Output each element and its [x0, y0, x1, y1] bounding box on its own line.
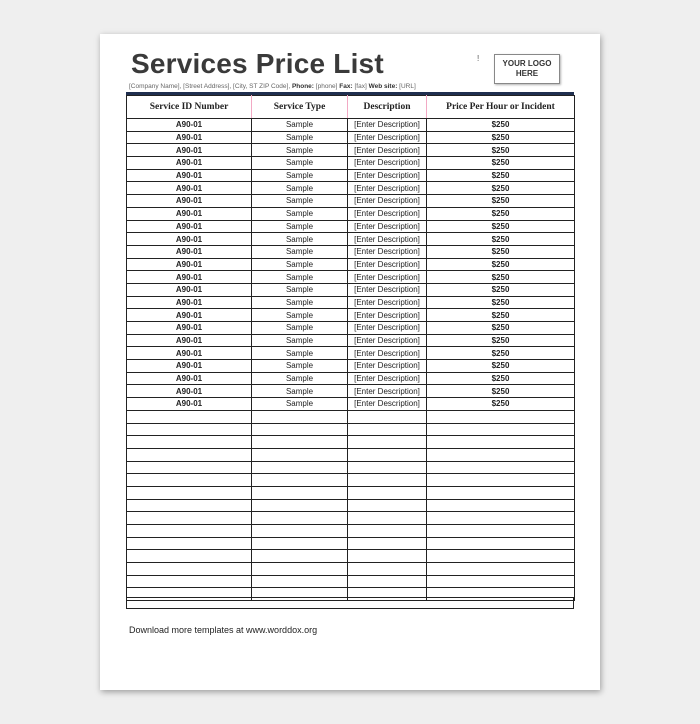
empty-cell: [127, 575, 252, 588]
price-cell: $250: [427, 360, 575, 373]
empty-cell: [127, 436, 252, 449]
price-cell: $250: [427, 385, 575, 398]
table-row: [127, 347, 575, 360]
empty-cell: [348, 423, 427, 436]
service-id-cell: A90-01: [127, 245, 252, 258]
price-cell: $250: [427, 245, 575, 258]
price-cell: $250: [427, 372, 575, 385]
description-cell: [Enter Description]: [348, 119, 427, 132]
service-type-cell: Sample: [252, 119, 348, 132]
price-cell: $250: [427, 182, 575, 195]
empty-table-row: [127, 486, 575, 499]
logo-text: YOUR LOGO HERE: [502, 59, 552, 78]
empty-cell: [252, 448, 348, 461]
service-type-cell: Sample: [252, 271, 348, 284]
service-type-cell: Sample: [252, 207, 348, 220]
table-row: [127, 360, 575, 373]
company-address: [Company Name], [Street Address], [City, ST ZIP Code],: [129, 83, 291, 90]
empty-cell: [348, 550, 427, 563]
price-cell: $250: [427, 309, 575, 322]
empty-cell: [252, 461, 348, 474]
empty-cell: [127, 550, 252, 563]
company-info-line: [129, 83, 416, 90]
service-id-cell: A90-01: [127, 347, 252, 360]
service-type-cell: Sample: [252, 309, 348, 322]
price-cell: $250: [427, 195, 575, 208]
description-cell: [Enter Description]: [348, 233, 427, 246]
table-row: [127, 157, 575, 170]
description-cell: [Enter Description]: [348, 195, 427, 208]
empty-table-row: [127, 499, 575, 512]
service-type-cell: Sample: [252, 182, 348, 195]
empty-table-row: [127, 448, 575, 461]
empty-table-row: [127, 525, 575, 538]
empty-cell: [252, 474, 348, 487]
table-row: [127, 144, 575, 157]
service-type-cell: Sample: [252, 245, 348, 258]
empty-table-row: [127, 474, 575, 487]
service-id-cell: A90-01: [127, 258, 252, 271]
empty-cell: [348, 575, 427, 588]
empty-cell: [252, 436, 348, 449]
service-type-cell: Sample: [252, 169, 348, 182]
service-type-cell: Sample: [252, 258, 348, 271]
empty-cell: [427, 499, 575, 512]
table-row: [127, 296, 575, 309]
empty-cell: [252, 537, 348, 550]
description-cell: [Enter Description]: [348, 169, 427, 182]
table-body: [127, 119, 575, 601]
description-cell: [Enter Description]: [348, 271, 427, 284]
table-row: [127, 258, 575, 271]
empty-table-row: [127, 436, 575, 449]
service-type-cell: Sample: [252, 144, 348, 157]
table-row: [127, 233, 575, 246]
price-cell: $250: [427, 144, 575, 157]
empty-cell: [127, 423, 252, 436]
empty-cell: [348, 563, 427, 576]
empty-cell: [127, 461, 252, 474]
service-type-cell: Sample: [252, 157, 348, 170]
service-id-cell: A90-01: [127, 131, 252, 144]
description-cell: [Enter Description]: [348, 360, 427, 373]
description-cell: [Enter Description]: [348, 207, 427, 220]
page-title: Services Price List: [131, 48, 384, 79]
price-cell: $250: [427, 283, 575, 296]
empty-cell: [127, 410, 252, 423]
service-id-cell: A90-01: [127, 385, 252, 398]
table-row: [127, 271, 575, 284]
table-row: [127, 207, 575, 220]
empty-cell: [427, 461, 575, 474]
fax-value: [fax]: [354, 83, 367, 90]
price-cell: $250: [427, 347, 575, 360]
description-cell: [Enter Description]: [348, 398, 427, 411]
empty-table-row: [127, 575, 575, 588]
table-row: [127, 220, 575, 233]
service-type-cell: Sample: [252, 220, 348, 233]
empty-cell: [427, 563, 575, 576]
column-header: Price Per Hour or Incident: [427, 96, 575, 119]
table-row: [127, 283, 575, 296]
service-id-cell: A90-01: [127, 309, 252, 322]
phone-label: Phone:: [291, 83, 314, 90]
service-id-cell: A90-01: [127, 322, 252, 335]
table-row: [127, 169, 575, 182]
empty-table-row: [127, 461, 575, 474]
service-type-cell: Sample: [252, 360, 348, 373]
table-row: [127, 322, 575, 335]
empty-cell: [252, 550, 348, 563]
service-id-cell: A90-01: [127, 283, 252, 296]
table-row: [127, 309, 575, 322]
price-table: [126, 95, 575, 601]
service-id-cell: A90-01: [127, 296, 252, 309]
service-type-cell: Sample: [252, 322, 348, 335]
description-cell: [Enter Description]: [348, 283, 427, 296]
description-cell: [Enter Description]: [348, 245, 427, 258]
description-cell: [Enter Description]: [348, 258, 427, 271]
empty-cell: [127, 563, 252, 576]
description-cell: [Enter Description]: [348, 334, 427, 347]
empty-table-row: [127, 550, 575, 563]
price-cell: $250: [427, 334, 575, 347]
empty-cell: [127, 486, 252, 499]
price-cell: $250: [427, 258, 575, 271]
service-id-cell: A90-01: [127, 195, 252, 208]
service-id-cell: A90-01: [127, 233, 252, 246]
description-cell: [Enter Description]: [348, 322, 427, 335]
empty-cell: [427, 486, 575, 499]
service-type-cell: Sample: [252, 347, 348, 360]
service-type-cell: Sample: [252, 296, 348, 309]
web-value: [URL]: [399, 83, 416, 90]
empty-cell: [127, 448, 252, 461]
table-row: [127, 245, 575, 258]
empty-cell: [427, 410, 575, 423]
service-id-cell: A90-01: [127, 360, 252, 373]
service-type-cell: Sample: [252, 195, 348, 208]
phone-value: [phone]: [315, 83, 338, 90]
empty-cell: [427, 525, 575, 538]
tick-mark: !: [477, 54, 480, 63]
price-cell: $250: [427, 119, 575, 132]
service-id-cell: A90-01: [127, 372, 252, 385]
service-type-cell: Sample: [252, 372, 348, 385]
price-cell: $250: [427, 271, 575, 284]
download-note: Download more templates at www.worddox.org: [129, 625, 318, 635]
description-cell: [Enter Description]: [348, 182, 427, 195]
empty-cell: [348, 525, 427, 538]
empty-cell: [427, 537, 575, 550]
description-cell: [Enter Description]: [348, 131, 427, 144]
empty-cell: [427, 474, 575, 487]
service-id-cell: A90-01: [127, 220, 252, 233]
empty-cell: [127, 499, 252, 512]
empty-cell: [252, 423, 348, 436]
table-row: [127, 372, 575, 385]
empty-cell: [252, 575, 348, 588]
column-header: Description: [348, 96, 427, 119]
empty-table-row: [127, 512, 575, 525]
fax-label: Fax:: [339, 83, 353, 90]
description-cell: [Enter Description]: [348, 372, 427, 385]
table-row: [127, 119, 575, 132]
price-cell: $250: [427, 220, 575, 233]
empty-cell: [427, 512, 575, 525]
service-type-cell: Sample: [252, 334, 348, 347]
price-cell: $250: [427, 322, 575, 335]
service-id-cell: A90-01: [127, 144, 252, 157]
price-cell: $250: [427, 131, 575, 144]
description-cell: [Enter Description]: [348, 144, 427, 157]
service-type-cell: Sample: [252, 385, 348, 398]
empty-cell: [348, 499, 427, 512]
description-cell: [Enter Description]: [348, 220, 427, 233]
empty-cell: [348, 410, 427, 423]
empty-cell: [252, 486, 348, 499]
service-id-cell: A90-01: [127, 271, 252, 284]
service-type-cell: Sample: [252, 131, 348, 144]
table-row: [127, 195, 575, 208]
service-id-cell: A90-01: [127, 207, 252, 220]
description-cell: [Enter Description]: [348, 309, 427, 322]
table-footer-row: [126, 597, 574, 609]
description-cell: [Enter Description]: [348, 385, 427, 398]
empty-cell: [348, 448, 427, 461]
empty-cell: [348, 436, 427, 449]
price-cell: $250: [427, 157, 575, 170]
empty-cell: [427, 575, 575, 588]
empty-cell: [127, 525, 252, 538]
service-type-cell: Sample: [252, 398, 348, 411]
description-cell: [Enter Description]: [348, 157, 427, 170]
table-header-row: [127, 96, 575, 119]
price-cell: $250: [427, 169, 575, 182]
service-type-cell: Sample: [252, 233, 348, 246]
logo-placeholder: [494, 54, 560, 84]
service-id-cell: A90-01: [127, 119, 252, 132]
table-row: [127, 398, 575, 411]
service-type-cell: Sample: [252, 283, 348, 296]
document-page: [100, 34, 600, 690]
empty-cell: [348, 486, 427, 499]
table-row: [127, 182, 575, 195]
service-id-cell: A90-01: [127, 334, 252, 347]
empty-cell: [427, 550, 575, 563]
empty-cell: [427, 423, 575, 436]
empty-cell: [127, 474, 252, 487]
table-row: [127, 385, 575, 398]
empty-cell: [427, 436, 575, 449]
empty-cell: [252, 512, 348, 525]
description-cell: [Enter Description]: [348, 347, 427, 360]
price-cell: $250: [427, 207, 575, 220]
empty-table-row: [127, 423, 575, 436]
price-cell: $250: [427, 233, 575, 246]
empty-cell: [348, 474, 427, 487]
table-row: [127, 131, 575, 144]
empty-cell: [348, 537, 427, 550]
empty-cell: [348, 512, 427, 525]
price-cell: $250: [427, 398, 575, 411]
service-id-cell: A90-01: [127, 169, 252, 182]
empty-cell: [427, 448, 575, 461]
empty-cell: [127, 512, 252, 525]
service-id-cell: A90-01: [127, 398, 252, 411]
column-header: Service Type: [252, 96, 348, 119]
empty-cell: [252, 525, 348, 538]
table-row: [127, 334, 575, 347]
empty-cell: [348, 461, 427, 474]
empty-table-row: [127, 537, 575, 550]
service-id-cell: A90-01: [127, 157, 252, 170]
web-label: Web site:: [368, 83, 398, 90]
empty-cell: [252, 410, 348, 423]
empty-table-row: [127, 563, 575, 576]
column-header: Service ID Number: [127, 96, 252, 119]
empty-table-row: [127, 410, 575, 423]
price-cell: $250: [427, 296, 575, 309]
description-cell: [Enter Description]: [348, 296, 427, 309]
service-id-cell: A90-01: [127, 182, 252, 195]
empty-cell: [127, 537, 252, 550]
empty-cell: [252, 499, 348, 512]
empty-cell: [252, 563, 348, 576]
